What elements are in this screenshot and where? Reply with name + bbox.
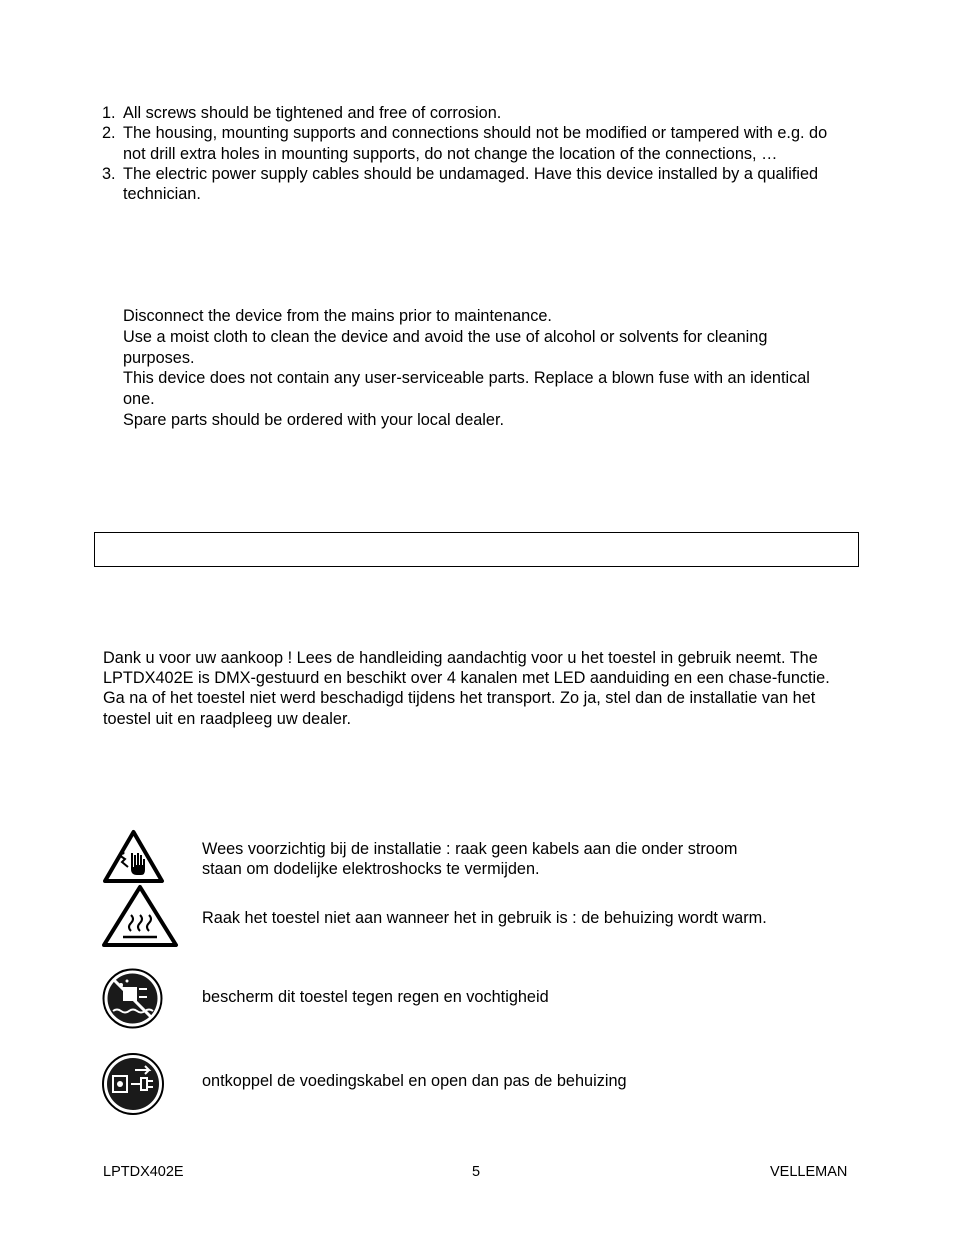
maintenance-line: Disconnect the device from the mains prior to maintenance.	[123, 307, 552, 325]
item-number: 2.	[102, 124, 116, 143]
unplug-before-opening-icon	[101, 1052, 165, 1116]
warning-text: ontkoppel de voedingskabel en open dan pas de behuizing	[202, 1072, 627, 1090]
item-text: The electric power supply cables should be undamaged. Have this device installed by a qualified technician.	[123, 164, 819, 204]
electric-shock-warning-icon	[102, 829, 165, 884]
introduction-text	[103, 648, 853, 729]
footer-model: LPTDX402E	[103, 1164, 184, 1180]
warning-text: Raak het toestel niet aan wanneer het in gebruik is : de behuizing wordt warm.	[202, 909, 767, 927]
intro-paragraph: Ga na of het toestel niet werd beschadigd tijdens het transport. Zo ja, stel dan de installatie van het toestel uit en raadpleeg uw dealer.	[103, 689, 816, 728]
warning-text: bescherm dit toestel tegen regen en vochtigheid	[202, 988, 549, 1006]
item-text: All screws should be tightened and free of corrosion.	[123, 104, 502, 122]
installation-checklist	[102, 103, 842, 204]
item-number: 1.	[102, 104, 116, 122]
checklist-item	[102, 123, 842, 164]
checklist-item	[102, 103, 842, 123]
warning-text: Wees voorzichtig bij de installatie : raak geen kabels aan die onder stroom staan om dodelijke elektroshocks te vermijden.	[202, 840, 738, 879]
item-number: 3.	[102, 164, 116, 183]
maintenance-line: Spare parts should be ordered with your local dealer.	[123, 410, 505, 429]
footer-brand: VELLEMAN	[770, 1164, 848, 1180]
checklist-item	[102, 164, 842, 205]
intro-paragraph: Dank u voor uw aankoop ! Lees de handleiding aandachtig voor u het toestel in gebruik neemt. The LPTDX402E is DMX-gestuurd en beschikt over 4 kanalen met LED aanduiding en een chase-functie.	[103, 649, 830, 688]
maintenance-instructions	[123, 306, 843, 431]
section-header-box	[94, 532, 859, 567]
item-text: The housing, mounting supports and connections should not be modified or tampered with e.g. do not drill extra holes in mounting supports, do not change the location of the connections, …	[123, 124, 828, 163]
hot-surface-warning-icon	[101, 884, 179, 948]
protect-from-moisture-icon	[101, 967, 164, 1030]
maintenance-line: Use a moist cloth to clean the device and avoid the use of alcohol or solvents for cleaning purposes.	[123, 327, 768, 367]
footer-page-number: 5	[472, 1164, 481, 1180]
maintenance-line: This device does not contain any user-serviceable parts. Replace a blown fuse with an identical one.	[123, 369, 810, 409]
